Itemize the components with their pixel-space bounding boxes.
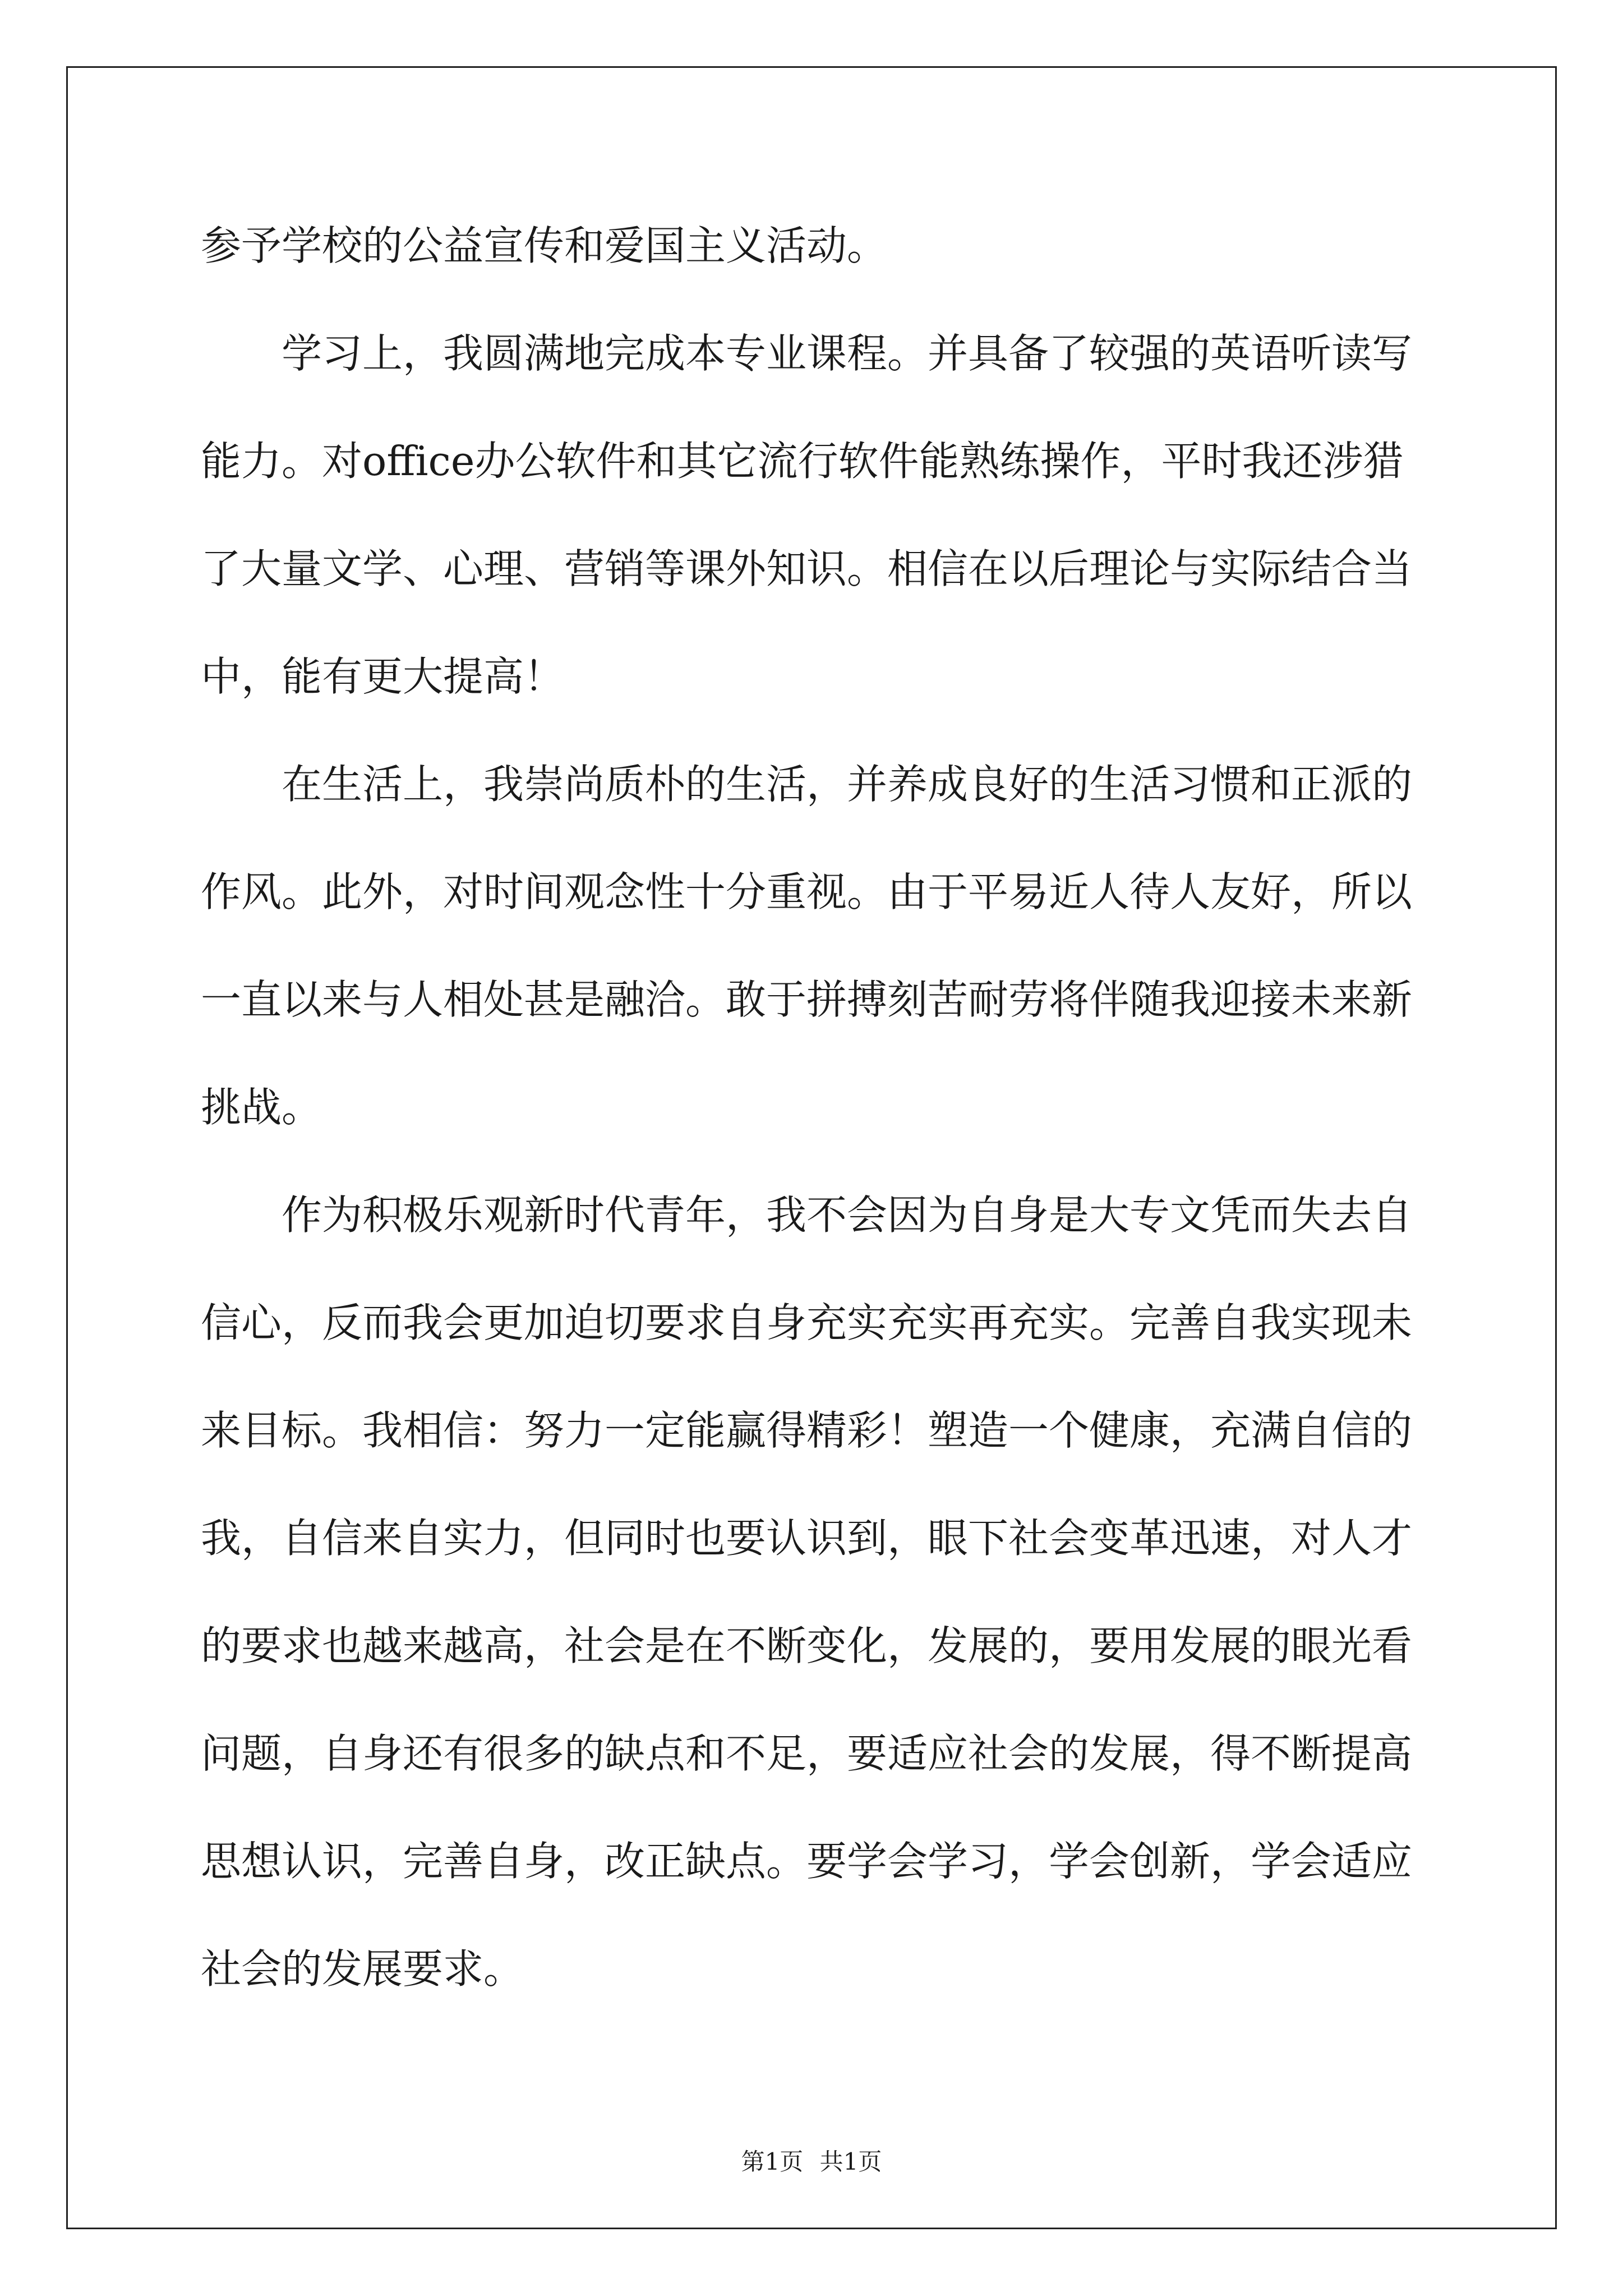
text-line: 社会的发展要求。 xyxy=(201,1945,524,1993)
page-footer xyxy=(0,2150,1623,2174)
text-line: 能力。对office办公软件和其它流行软件能熟练操作，平时我还涉猎 xyxy=(201,438,1404,485)
text-line: 中，能有更大提高！ xyxy=(201,653,565,700)
text-line: 的要求也越来越高，社会是在不断变化，发展的，要用发展的眼光看 xyxy=(201,1622,1413,1669)
text-line: 挑战。 xyxy=(201,1084,322,1131)
text-line: 问题，自身还有很多的缺点和不足，要适应社会的发展，得不断提高 xyxy=(201,1730,1413,1777)
page-border xyxy=(66,66,1557,2229)
text-line: 学习上，我圆满地完成本专业课程。并具备了较强的英语听读写 xyxy=(201,330,1413,377)
page-number: 第1页 xyxy=(741,2148,804,2175)
text-line: 一直以来与人相处甚是融洽。敢于拼搏刻苦耐劳将伴随我迎接未来新 xyxy=(201,976,1413,1023)
text-line: 我，自信来自实力，但同时也要认识到，眼下社会变革迅速，对人才 xyxy=(201,1515,1413,1562)
text-line: 了大量文学、心理、营销等课外知识。相信在以后理论与实际结合当 xyxy=(201,545,1413,592)
text-line: 思想认识，完善自身，改正缺点。要学会学习，学会创新，学会适应 xyxy=(201,1838,1413,1885)
text-line: 信心，反而我会更加迫切要求自身充实充实再充实。完善自我实现未 xyxy=(201,1299,1413,1346)
text-line: 在生活上，我崇尚质朴的生活，并养成良好的生活习惯和正派的 xyxy=(201,761,1413,808)
text-line: 参予学校的公益宣传和爱国主义活动。 xyxy=(201,222,888,269)
text-line: 作为积极乐观新时代青年，我不会因为自身是大专文凭而失去自 xyxy=(201,1191,1413,1239)
text-line: 作风。此外，对时间观念性十分重视。由于平易近人待人友好，所以 xyxy=(201,868,1413,915)
page-total: 共1页 xyxy=(819,2148,882,2175)
text-line: 来目标。我相信：努力一定能赢得精彩！塑造一个健康，充满自信的 xyxy=(201,1407,1413,1454)
